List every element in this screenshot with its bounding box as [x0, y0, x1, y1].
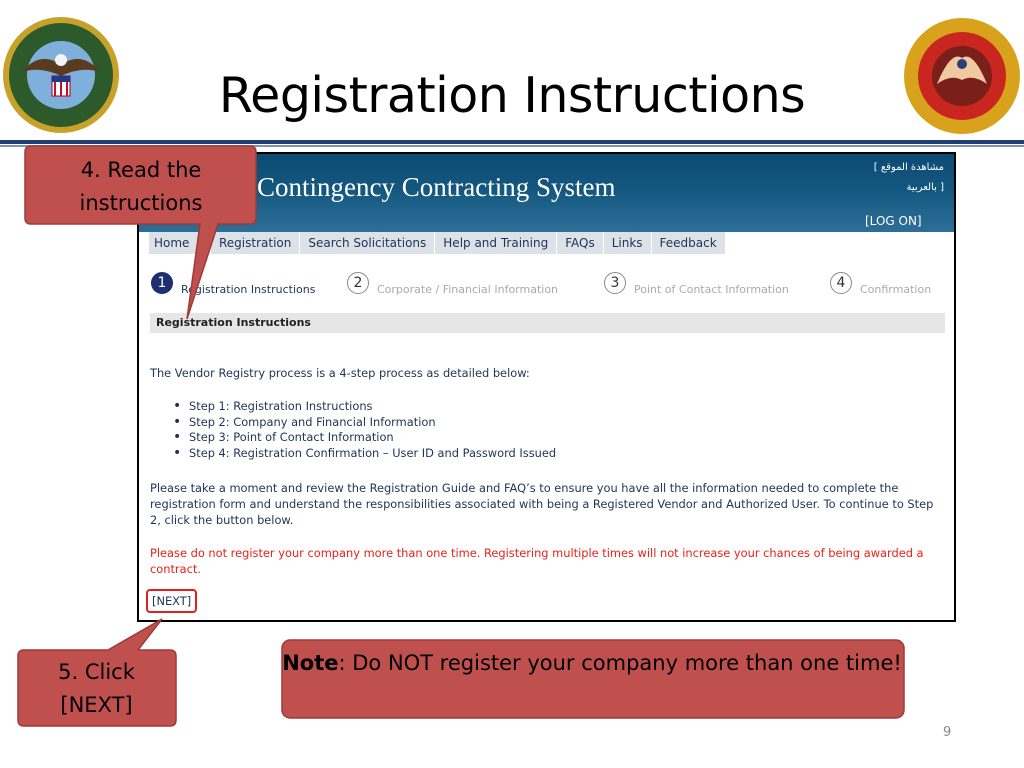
list-item: • Step 3: Point of Contact Information — [173, 430, 556, 446]
nav-search-solicitations[interactable]: Search Solicitations — [300, 232, 435, 254]
step-3-label: Point of Contact Information — [634, 283, 789, 296]
note-text: : Do NOT register your company more than one time! — [338, 651, 902, 675]
slide-number: 9 — [943, 725, 952, 740]
arabic-link-line-2[interactable]: بالعربية ] — [906, 182, 944, 193]
click-callout-line-2: [NEXT] — [60, 693, 133, 717]
read-instructions-callout — [26, 154, 256, 220]
click-next-callout — [18, 656, 175, 722]
step-2-label: Corporate / Financial Information — [377, 283, 559, 296]
intro-text: The Vendor Registry process is a 4-step process as detailed below: — [150, 366, 530, 380]
nav-faqs[interactable]: FAQs — [557, 232, 604, 254]
nav-links[interactable]: Links — [604, 232, 652, 254]
click-callout-line-1: 5. Click — [58, 660, 135, 684]
nav-home[interactable]: Home — [149, 232, 211, 254]
logon-link[interactable]: [LOG ON] — [865, 214, 922, 228]
list-item: • Step 2: Company and Financial Information — [173, 415, 556, 431]
step-4-label: Confirmation — [860, 283, 932, 296]
list-item: • Step 1: Registration Instructions — [173, 399, 556, 415]
site-title: Contingency Contracting System — [257, 172, 616, 202]
step-1-number: 1 — [151, 272, 173, 294]
read-callout-line-1: 4. Read the — [80, 158, 202, 182]
warning-text: Please do not register your company more than one time. Registering multiple times will not increase your chances of being awarded a contract. — [150, 546, 924, 576]
nav-help-and-training[interactable]: Help and Training — [435, 232, 557, 254]
note-label: Note — [282, 651, 339, 675]
next-button[interactable]: [NEXT] — [146, 589, 197, 613]
step-4-number: 4 — [830, 272, 852, 294]
slide-title: Registration Instructions — [218, 67, 806, 124]
read-callout-line-2: instructions — [79, 191, 203, 215]
step-1-label: Registration Instructions — [181, 283, 316, 296]
note-callout — [282, 647, 902, 680]
nav-registration[interactable]: Registration — [211, 232, 300, 254]
instructions-paragraph: Please take a moment and review the Registration Guide and FAQ’s to ensure you have all the information needed to complete the registration form and understand the responsibilities associated with being a Registered Vendor and Authorized User. To continue to Step 2, click the button below. — [150, 481, 934, 527]
step-3-number: 3 — [604, 272, 626, 294]
nav-feedback[interactable]: Feedback — [652, 232, 726, 254]
arabic-link-line-1[interactable]: [ مشاهدة الموقع — [873, 162, 944, 173]
list-item: • Step 4: Registration Confirmation – User ID and Password Issued — [173, 446, 556, 462]
section-heading: Registration Instructions — [150, 313, 945, 333]
step-2-number: 2 — [347, 272, 369, 294]
